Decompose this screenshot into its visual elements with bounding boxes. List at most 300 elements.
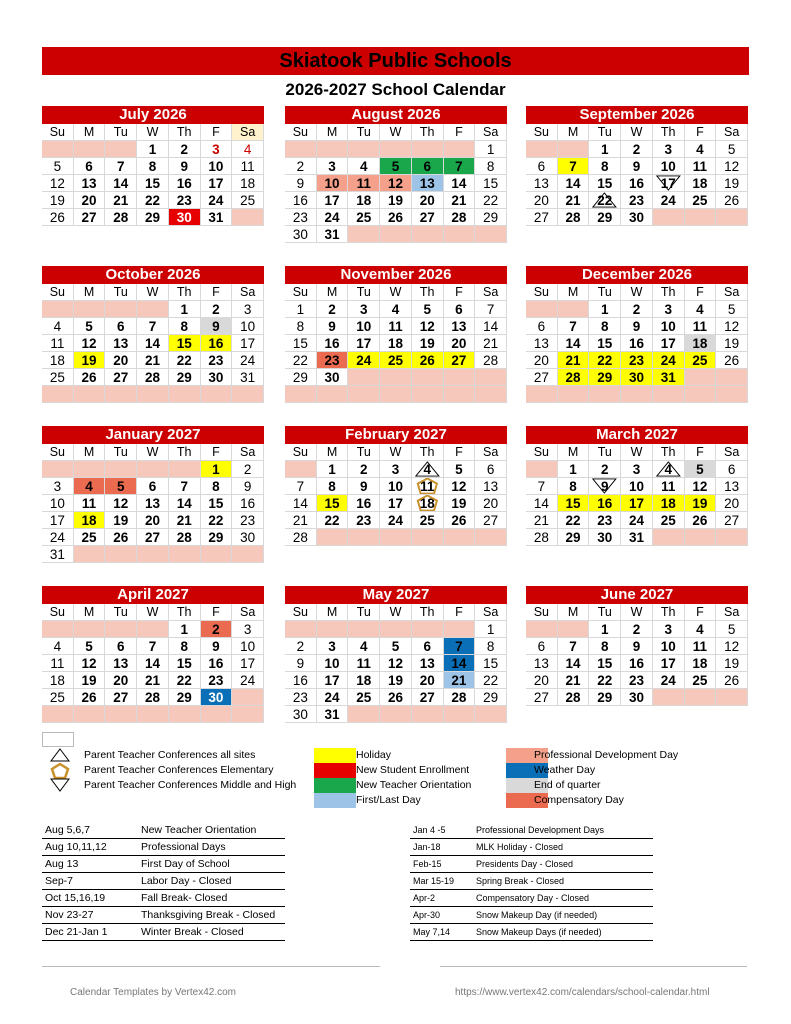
day-cell: 25	[685, 672, 717, 689]
day-cell: 6	[526, 318, 558, 335]
month-title: June 2027	[526, 586, 748, 604]
day-cell: 2	[621, 141, 653, 158]
event-row	[42, 839, 285, 856]
weekday-header: Th	[653, 284, 685, 301]
pentagon-icon	[412, 495, 443, 511]
day-cell: 9	[589, 478, 621, 495]
day-cell: 20	[475, 495, 507, 512]
event-date: Feb-15	[413, 859, 442, 869]
empty-day-cell	[348, 386, 380, 403]
month-title: February 2027	[285, 426, 507, 444]
weekday-header: W	[380, 284, 412, 301]
day-cell: 22	[169, 672, 201, 689]
weekday-header: Sa	[475, 284, 507, 301]
day-cell: 24	[317, 689, 349, 706]
event-row	[410, 907, 653, 924]
weekday-header: W	[137, 444, 169, 461]
empty-day-cell	[169, 546, 201, 563]
event-description: Presidents Day - Closed	[476, 859, 574, 869]
event-row	[410, 873, 653, 890]
event-description: Fall Break- Closed	[141, 892, 228, 904]
day-cell: 6	[526, 638, 558, 655]
empty-day-cell	[475, 386, 507, 403]
empty-day-cell	[444, 141, 476, 158]
weekday-header: F	[444, 284, 476, 301]
day-cell: 13	[137, 495, 169, 512]
empty-day-cell	[412, 529, 444, 546]
day-cell: 13	[412, 655, 444, 672]
day-cell: 26	[444, 512, 476, 529]
day-cell: 8	[169, 638, 201, 655]
day-cell: 9	[348, 478, 380, 495]
day-cell: 3	[201, 141, 233, 158]
empty-day-cell	[169, 461, 201, 478]
day-cell: 14	[444, 655, 476, 672]
weekday-header: M	[74, 444, 106, 461]
day-cell: 30	[201, 689, 233, 706]
day-cell: 13	[475, 478, 507, 495]
day-cell: 21	[285, 512, 317, 529]
day-cell: 4	[232, 141, 264, 158]
day-cell: 8	[589, 158, 621, 175]
day-cell: 25	[380, 352, 412, 369]
month-title: July 2026	[42, 106, 264, 124]
day-cell: 15	[317, 495, 349, 512]
day-cell: 26	[716, 192, 748, 209]
day-cell: 7	[558, 638, 590, 655]
day-cell: 24	[42, 529, 74, 546]
day-cell: 22	[475, 672, 507, 689]
day-cell: 15	[589, 335, 621, 352]
day-cell: 9	[621, 318, 653, 335]
empty-day-cell	[105, 386, 137, 403]
event-row	[42, 907, 285, 924]
day-cell: 5	[716, 141, 748, 158]
day-cell: 16	[621, 655, 653, 672]
events-table-right	[410, 822, 653, 941]
weekday-header: Sa	[475, 444, 507, 461]
day-cell: 21	[558, 192, 590, 209]
day-cell: 27	[412, 689, 444, 706]
weekday-header: Th	[169, 124, 201, 141]
day-cell: 6	[716, 461, 748, 478]
day-cell: 3	[232, 301, 264, 318]
footer-right-text[interactable]: https://www.vertex42.com/calendars/school-calendar.html	[455, 987, 710, 998]
weekday-header: Tu	[105, 604, 137, 621]
day-cell: 15	[475, 175, 507, 192]
event-row	[410, 924, 653, 941]
empty-day-cell	[74, 461, 106, 478]
empty-day-cell	[380, 706, 412, 723]
weekday-header: Tu	[105, 444, 137, 461]
day-cell: 19	[412, 335, 444, 352]
empty-day-cell	[105, 461, 137, 478]
weekday-header: Th	[653, 124, 685, 141]
day-cell: 8	[169, 318, 201, 335]
day-cell: 16	[621, 175, 653, 192]
day-cell: 21	[444, 192, 476, 209]
footer-divider-right	[440, 966, 747, 967]
month-title: April 2027	[42, 586, 264, 604]
empty-day-cell	[74, 141, 106, 158]
day-cell: 28	[475, 352, 507, 369]
day-cell: 27	[716, 512, 748, 529]
day-cell: 1	[475, 141, 507, 158]
event-date: Aug 13	[45, 858, 79, 870]
legend-label: Holiday	[356, 749, 392, 761]
event-description: MLK Holiday - Closed	[476, 842, 564, 852]
day-cell: 29	[169, 369, 201, 386]
day-cell: 1	[558, 461, 590, 478]
day-cell: 12	[444, 478, 476, 495]
day-cell: 14	[558, 335, 590, 352]
weekday-header: Th	[653, 444, 685, 461]
weekday-header: W	[621, 124, 653, 141]
month-grid	[285, 444, 507, 546]
empty-day-cell	[348, 621, 380, 638]
legend-label: New Student Enrollment	[356, 764, 470, 776]
event-date: Oct 15,16,19	[45, 892, 106, 904]
day-cell: 5	[685, 461, 717, 478]
day-cell: 31	[621, 529, 653, 546]
day-cell: 27	[444, 352, 476, 369]
day-cell: 27	[412, 209, 444, 226]
day-cell: 3	[621, 461, 653, 478]
day-cell: 3	[653, 621, 685, 638]
day-cell: 17	[42, 512, 74, 529]
day-cell: 21	[558, 352, 590, 369]
event-description: Thanksgiving Break - Closed	[141, 909, 276, 921]
legend-label: First/Last Day	[356, 794, 421, 806]
day-cell: 15	[201, 495, 233, 512]
empty-day-cell	[412, 706, 444, 723]
day-cell: 18	[685, 655, 717, 672]
day-cell: 29	[201, 529, 233, 546]
month-grid	[526, 604, 748, 706]
day-cell: 26	[685, 512, 717, 529]
day-cell: 27	[105, 689, 137, 706]
day-cell: 4	[42, 638, 74, 655]
triangle-down-icon	[653, 175, 684, 191]
day-cell: 22	[589, 352, 621, 369]
weekday-header: Su	[42, 604, 74, 621]
empty-day-cell	[137, 706, 169, 723]
day-cell: 17	[348, 335, 380, 352]
day-cell: 29	[475, 689, 507, 706]
day-cell: 25	[348, 689, 380, 706]
day-cell: 7	[137, 318, 169, 335]
day-cell: 10	[348, 318, 380, 335]
day-cell: 19	[74, 672, 106, 689]
month-title: May 2027	[285, 586, 507, 604]
month-grid	[42, 444, 264, 563]
empty-day-cell	[42, 706, 74, 723]
empty-day-cell	[348, 529, 380, 546]
day-cell: 25	[348, 209, 380, 226]
day-cell: 28	[558, 369, 590, 386]
day-cell: 3	[380, 461, 412, 478]
empty-day-cell	[348, 226, 380, 243]
empty-day-cell	[105, 301, 137, 318]
day-cell: 9	[317, 318, 349, 335]
empty-day-cell	[74, 706, 106, 723]
day-cell: 2	[201, 301, 233, 318]
weekday-header: Sa	[232, 604, 264, 621]
empty-day-cell	[137, 301, 169, 318]
day-cell: 11	[685, 638, 717, 655]
day-cell: 18	[685, 335, 717, 352]
empty-day-cell	[74, 546, 106, 563]
weekday-header: M	[74, 284, 106, 301]
month-february-2027	[285, 426, 507, 546]
day-cell: 13	[74, 175, 106, 192]
weekday-header: Sa	[716, 124, 748, 141]
weekday-header: W	[621, 604, 653, 621]
day-cell: 4	[685, 141, 717, 158]
day-cell: 7	[475, 301, 507, 318]
month-grid	[285, 124, 507, 243]
legend-swatch	[314, 778, 356, 793]
weekday-header: Tu	[589, 444, 621, 461]
empty-day-cell	[169, 706, 201, 723]
day-cell: 12	[716, 318, 748, 335]
day-cell: 19	[444, 495, 476, 512]
day-cell: 23	[589, 512, 621, 529]
day-cell: 19	[105, 512, 137, 529]
blank-cell	[42, 732, 74, 747]
empty-day-cell	[558, 141, 590, 158]
day-cell: 17	[653, 175, 685, 192]
day-cell: 15	[475, 655, 507, 672]
empty-day-cell	[137, 621, 169, 638]
day-cell: 14	[558, 175, 590, 192]
day-cell: 14	[105, 175, 137, 192]
empty-day-cell	[137, 546, 169, 563]
day-cell: 26	[412, 352, 444, 369]
day-cell: 11	[685, 318, 717, 335]
day-cell: 27	[74, 209, 106, 226]
day-cell: 3	[317, 638, 349, 655]
day-cell: 23	[621, 352, 653, 369]
empty-day-cell	[285, 621, 317, 638]
empty-day-cell	[380, 226, 412, 243]
day-cell: 4	[348, 638, 380, 655]
day-cell: 15	[169, 335, 201, 352]
day-cell: 14	[558, 655, 590, 672]
day-cell: 15	[589, 175, 621, 192]
day-cell: 6	[137, 478, 169, 495]
day-cell: 12	[412, 318, 444, 335]
day-cell: 13	[412, 175, 444, 192]
day-cell: 28	[137, 689, 169, 706]
day-cell: 11	[232, 158, 264, 175]
empty-day-cell	[444, 226, 476, 243]
weekday-header: M	[558, 604, 590, 621]
day-cell: 19	[716, 175, 748, 192]
day-cell: 3	[317, 158, 349, 175]
day-cell: 8	[201, 478, 233, 495]
weekday-header: M	[74, 124, 106, 141]
day-cell: 27	[105, 369, 137, 386]
day-cell: 30	[285, 706, 317, 723]
day-cell: 10	[232, 638, 264, 655]
day-cell: 30	[285, 226, 317, 243]
empty-day-cell	[232, 209, 264, 226]
month-june-2027	[526, 586, 748, 706]
empty-day-cell	[526, 141, 558, 158]
empty-day-cell	[317, 621, 349, 638]
day-cell: 7	[169, 478, 201, 495]
empty-day-cell	[526, 461, 558, 478]
empty-day-cell	[653, 689, 685, 706]
day-cell: 5	[74, 318, 106, 335]
empty-day-cell	[285, 461, 317, 478]
day-cell: 15	[169, 655, 201, 672]
month-january-2027	[42, 426, 264, 563]
day-cell: 16	[285, 192, 317, 209]
day-cell: 19	[716, 655, 748, 672]
empty-day-cell	[475, 706, 507, 723]
day-cell: 24	[232, 672, 264, 689]
month-grid	[285, 604, 507, 723]
day-cell: 23	[201, 672, 233, 689]
legend-label: Parent Teacher Conferences Elementary	[84, 764, 274, 776]
pentagon-icon	[412, 478, 443, 494]
weekday-header: Th	[169, 604, 201, 621]
weekday-header: Tu	[348, 444, 380, 461]
day-cell: 2	[285, 638, 317, 655]
day-cell: 7	[105, 158, 137, 175]
day-cell: 20	[526, 192, 558, 209]
day-cell: 12	[716, 158, 748, 175]
empty-day-cell	[348, 141, 380, 158]
month-grid	[285, 284, 507, 403]
day-cell: 15	[589, 655, 621, 672]
triangle-down-icon	[50, 778, 70, 797]
event-date: Jan 4 -5	[413, 825, 446, 835]
weekday-header: F	[444, 444, 476, 461]
day-cell: 1	[169, 621, 201, 638]
day-cell: 16	[621, 335, 653, 352]
month-title: March 2027	[526, 426, 748, 444]
day-cell: 12	[74, 655, 106, 672]
day-cell: 2	[285, 158, 317, 175]
weekday-header: F	[685, 604, 717, 621]
event-description: Snow Makeup Days (if needed)	[476, 927, 602, 937]
day-cell: 7	[137, 638, 169, 655]
day-cell: 26	[42, 209, 74, 226]
day-cell: 28	[526, 529, 558, 546]
day-cell: 30	[201, 369, 233, 386]
day-cell: 5	[412, 301, 444, 318]
day-cell: 15	[137, 175, 169, 192]
footer-divider-left	[42, 966, 380, 967]
day-cell: 30	[621, 369, 653, 386]
day-cell: 12	[685, 478, 717, 495]
event-date: Apr-2	[413, 893, 436, 903]
day-cell: 7	[526, 478, 558, 495]
day-cell: 16	[201, 335, 233, 352]
day-cell: 25	[42, 689, 74, 706]
event-description: New Teacher Orientation	[141, 824, 257, 836]
day-cell: 14	[137, 655, 169, 672]
day-cell: 13	[526, 335, 558, 352]
weekday-header: Tu	[589, 124, 621, 141]
day-cell: 23	[201, 352, 233, 369]
day-cell: 10	[621, 478, 653, 495]
day-cell: 10	[317, 655, 349, 672]
day-cell: 7	[558, 158, 590, 175]
day-cell: 18	[74, 512, 106, 529]
weekday-header: F	[201, 444, 233, 461]
empty-day-cell	[526, 301, 558, 318]
day-cell: 24	[380, 512, 412, 529]
weekday-header: Th	[412, 124, 444, 141]
triangle-up-icon	[412, 461, 443, 477]
day-cell: 18	[348, 672, 380, 689]
month-may-2027	[285, 586, 507, 723]
day-cell: 24	[653, 192, 685, 209]
day-cell: 16	[169, 175, 201, 192]
day-cell: 24	[201, 192, 233, 209]
weekday-header: M	[74, 604, 106, 621]
legend-swatch	[314, 793, 356, 808]
empty-day-cell	[653, 529, 685, 546]
legend-swatch	[314, 763, 356, 778]
empty-day-cell	[317, 141, 349, 158]
day-cell: 2	[621, 621, 653, 638]
day-cell: 4	[412, 461, 444, 478]
weekday-header: Sa	[716, 284, 748, 301]
event-date: Aug 5,6,7	[45, 824, 90, 836]
day-cell: 21	[137, 672, 169, 689]
day-cell: 10	[653, 638, 685, 655]
legend-label: Weather Day	[534, 764, 596, 776]
empty-day-cell	[589, 386, 621, 403]
month-december-2026	[526, 266, 748, 403]
weekday-header: Su	[285, 604, 317, 621]
event-date: Mar 15-19	[413, 876, 455, 886]
day-cell: 29	[475, 209, 507, 226]
weekday-header: Tu	[348, 604, 380, 621]
weekday-header: Sa	[475, 604, 507, 621]
weekday-header: F	[685, 284, 717, 301]
day-cell: 29	[558, 529, 590, 546]
day-cell: 27	[137, 529, 169, 546]
day-cell: 21	[444, 672, 476, 689]
legend-label: Compensatory Day	[534, 794, 624, 806]
day-cell: 11	[42, 335, 74, 352]
day-cell: 8	[137, 158, 169, 175]
weekday-header: Su	[285, 284, 317, 301]
day-cell: 21	[105, 192, 137, 209]
day-cell: 16	[285, 672, 317, 689]
day-cell: 4	[685, 621, 717, 638]
day-cell: 29	[137, 209, 169, 226]
empty-day-cell	[558, 301, 590, 318]
day-cell: 9	[169, 158, 201, 175]
footer-left-text[interactable]: Calendar Templates by Vertex42.com	[70, 987, 237, 998]
day-cell: 18	[348, 192, 380, 209]
empty-day-cell	[685, 209, 717, 226]
empty-day-cell	[232, 706, 264, 723]
empty-day-cell	[42, 621, 74, 638]
day-cell: 4	[653, 461, 685, 478]
day-cell: 4	[42, 318, 74, 335]
day-cell: 13	[716, 478, 748, 495]
day-cell: 10	[653, 158, 685, 175]
legend-swatch	[314, 748, 356, 763]
